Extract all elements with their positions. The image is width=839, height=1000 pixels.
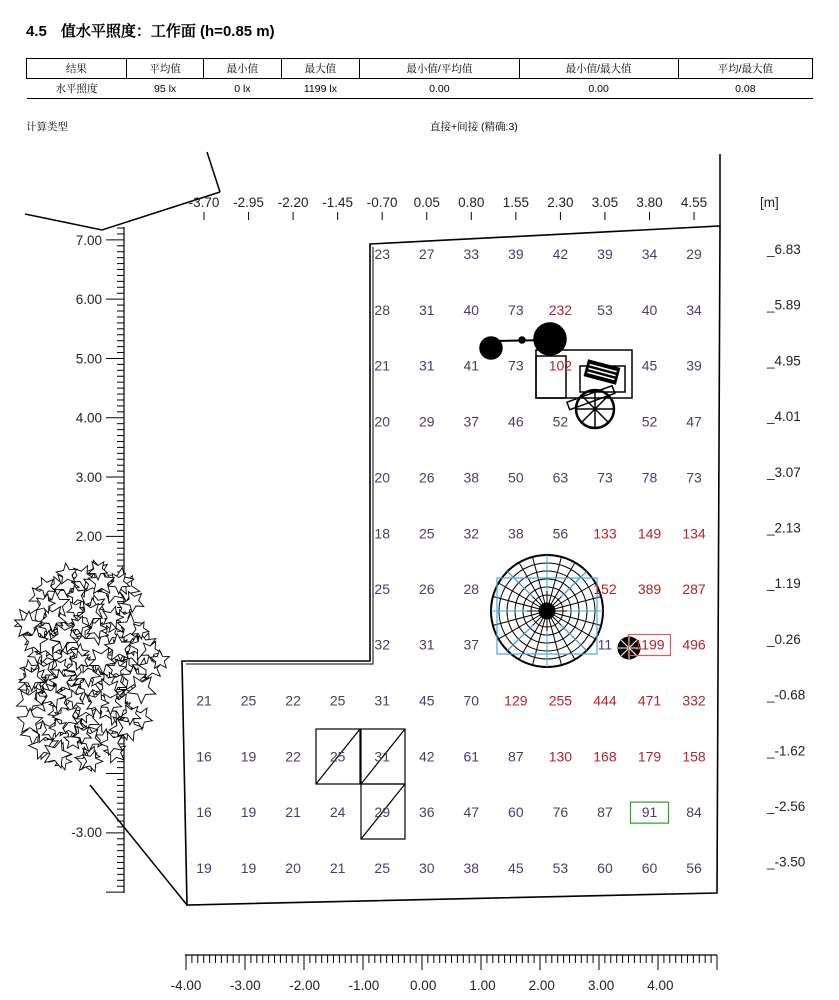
illuminance-value: 129	[504, 692, 528, 709]
illuminance-value: 29	[374, 804, 390, 821]
cell-avg-max: 0.08	[678, 79, 812, 99]
illuminance-value: 76	[552, 804, 569, 821]
illuminance-value: 20	[374, 413, 390, 430]
illuminance-value: 37	[463, 413, 480, 430]
illuminance-value: 28	[463, 581, 480, 598]
illuminance-value: 41	[463, 357, 480, 374]
right-axis-tick-label: _3.07	[767, 464, 801, 480]
right-axis-tick-label: _-0.68	[767, 687, 806, 703]
illuminance-value: 16	[196, 748, 212, 765]
illuminance-values	[196, 246, 706, 876]
bottom-axis-tick-label: 4.00	[647, 978, 674, 993]
illuminance-value: 25	[329, 748, 346, 765]
bottom-axis-tick-label: 2.00	[528, 978, 555, 993]
illuminance-value: 19	[240, 804, 257, 821]
illuminance-value: 30	[418, 860, 435, 876]
illuminance-value: 134	[682, 525, 706, 542]
illuminance-value: 21	[196, 692, 212, 709]
illuminance-value: 31	[418, 357, 435, 374]
illuminance-value: 47	[463, 804, 480, 821]
bottom-axis-tick-label: -4.00	[170, 978, 202, 993]
illuminance-value: 168	[593, 748, 617, 765]
bottom-axis-tick-label: 3.00	[587, 978, 615, 993]
col-header-avg-max: 平均/最大值	[678, 59, 812, 79]
illuminance-value: 73	[597, 469, 613, 486]
illuminance-value: 39	[597, 246, 613, 262]
col-header-result: 结果	[27, 59, 127, 79]
right-axis-tick-label: _2.13	[767, 520, 801, 536]
illuminance-value: 52	[552, 413, 569, 430]
illuminance-value: 42	[552, 246, 569, 262]
tree-icon	[15, 560, 170, 772]
illuminance-value: 60	[597, 860, 613, 876]
top-axis-tick-label: -0.70	[366, 195, 398, 210]
illuminance-value: 102	[548, 357, 573, 374]
illuminance-value: 471	[637, 692, 662, 709]
illuminance-value: 20	[374, 469, 390, 486]
calculation-type-value: 直接+间接 (精确:3)	[430, 121, 518, 133]
chair-table-icon	[480, 323, 632, 428]
illuminance-value: 130	[548, 748, 573, 765]
illuminance-value: 133	[593, 525, 617, 542]
cell-result: 水平照度	[27, 79, 127, 99]
illuminance-value: 91	[641, 804, 658, 821]
illuminance-value: 53	[552, 860, 569, 876]
illuminance-value: 444	[593, 692, 617, 709]
slope-wall	[90, 785, 187, 905]
illuminance-value: 73	[508, 301, 524, 318]
top-axis-tick-label: -3.70	[188, 195, 220, 210]
illuminance-value: 56	[686, 860, 702, 876]
illuminance-value: 21	[329, 860, 346, 876]
illuminance-value: 60	[641, 860, 658, 876]
illuminance-value: 39	[508, 246, 524, 262]
left-axis-tick-label: 3.00	[75, 469, 102, 485]
illuminance-value: 31	[418, 301, 435, 318]
illuminance-value: 19	[240, 860, 257, 876]
illuminance-value: 31	[418, 636, 435, 653]
right-axis-tick-label: _-1.62	[767, 743, 806, 759]
illuminance-value: 28	[374, 301, 390, 318]
illuminance-value: 84	[686, 804, 702, 821]
left-axis-tick-label: 5.00	[75, 351, 102, 367]
illuminance-value: 50	[508, 469, 524, 486]
illuminance-value: 22	[285, 748, 301, 765]
illuminance-value: 70	[463, 692, 480, 709]
illuminance-value: 32	[374, 636, 390, 653]
bottom-axis-tick-label: 0.00	[410, 978, 437, 993]
right-axis-tick-label: _4.95	[767, 353, 801, 369]
illuminance-value: 42	[418, 748, 435, 765]
room-outline-inner	[186, 247, 373, 664]
umbrella-icon	[491, 555, 603, 667]
illuminance-value: 16	[196, 804, 212, 821]
illuminance-value: 26	[418, 469, 435, 486]
illuminance-value: 18	[374, 525, 390, 542]
illuminance-value: 20	[285, 860, 301, 876]
illuminance-value: 87	[597, 804, 613, 821]
right-axis-tick-label: _-3.50	[767, 854, 806, 870]
left-axis-tick-label: -3.00	[71, 825, 102, 840]
illuminance-value: 31	[374, 692, 390, 709]
cell-average: 95 lx	[126, 79, 203, 99]
illuminance-value: 34	[686, 301, 702, 318]
illuminance-value: 389	[637, 581, 662, 598]
right-axis-tick-label: _4.01	[767, 409, 801, 425]
illuminance-value: 152	[593, 581, 617, 598]
col-header-min: 最小值	[204, 59, 281, 79]
illuminance-value: 29	[418, 413, 435, 430]
illuminance-value: 32	[463, 525, 480, 542]
top-axis-tick-label: 3.80	[636, 195, 663, 210]
cell-min: 0 lx	[204, 79, 281, 99]
bottom-axis-tick-label: -2.00	[289, 978, 320, 993]
illuminance-value: 39	[686, 357, 702, 374]
bottom-axis-tick-label: -3.00	[229, 978, 261, 993]
illuminance-value: 36	[418, 804, 435, 821]
section-title-text: 值水平照度：工作面 (h=0.85 m)	[60, 23, 275, 40]
top-axis-tick-label: -2.20	[277, 195, 309, 210]
illuminance-value: 38	[463, 860, 480, 876]
illuminance-value: 40	[463, 301, 480, 318]
illuminance-value: 29	[686, 246, 702, 262]
top-axis-tick-label: 0.80	[458, 195, 485, 210]
illuminance-value: 73	[508, 357, 524, 374]
bench-icon	[316, 729, 405, 839]
col-header-average: 平均值	[126, 59, 203, 79]
illuminance-value: 179	[637, 748, 662, 765]
illuminance-value: 60	[508, 804, 524, 821]
illuminance-value: 87	[508, 748, 524, 765]
left-axis-tick-label: 2.00	[75, 529, 102, 544]
illuminance-value: 33	[463, 246, 480, 262]
illuminance-value: 38	[508, 525, 524, 542]
illuminance-value: 63	[552, 469, 569, 486]
illuminance-value: 31	[374, 748, 390, 765]
illuminance-value: 24	[329, 804, 346, 821]
illuminance-value: 25	[418, 525, 435, 542]
illuminance-value: 21	[285, 804, 301, 821]
right-axis-tick-label: _1.19	[767, 576, 801, 592]
top-axis-tick-label: 3.05	[591, 195, 619, 210]
illuminance-value: 25	[374, 581, 390, 598]
illuminance-value: 56	[552, 525, 569, 542]
illuminance-value: 158	[682, 748, 706, 765]
cell-min-avg: 0.00	[360, 79, 519, 99]
top-axis-tick-label: 4.55	[680, 195, 708, 210]
illuminance-value: 149	[637, 525, 662, 542]
col-header-max: 最大值	[281, 59, 360, 79]
illuminance-value: 27	[418, 246, 435, 262]
illuminance-value: 21	[374, 357, 390, 374]
right-axis-tick-label: _-2.56	[767, 799, 806, 814]
illuminance-value: 46	[508, 413, 524, 430]
top-axis-unit: [m]	[760, 195, 779, 210]
illuminance-value: 19	[196, 860, 212, 876]
illuminance-value: 332	[682, 692, 706, 709]
illuminance-value: 287	[682, 581, 706, 598]
illuminance-value: 52	[641, 413, 658, 430]
illuminance-value: 78	[641, 469, 658, 486]
right-axis-tick-label: _0.26	[767, 631, 801, 647]
illuminance-value: 38	[463, 469, 480, 486]
illuminance-value: 47	[686, 413, 702, 430]
illuminance-value: 34	[641, 246, 658, 262]
calculation-type-label: 计算类型	[26, 121, 68, 133]
bottom-axis-tick-label: 1.00	[469, 978, 496, 993]
illuminance-value: 11	[597, 636, 613, 653]
illuminance-value: 45	[508, 860, 524, 876]
bottom-ruler	[171, 955, 717, 993]
top-axis	[189, 195, 708, 220]
top-axis-tick-label: 1.55	[502, 195, 529, 210]
illuminance-value: 1199	[634, 636, 665, 653]
col-header-min-max: 最小值/最大值	[519, 59, 678, 79]
bottom-axis-tick-label: -1.00	[348, 978, 380, 993]
left-axis-tick-label: 4.00	[75, 410, 102, 426]
illuminance-value: 45	[418, 692, 435, 709]
illuminance-value: 496	[682, 636, 706, 653]
illuminance-value: 53	[597, 301, 613, 318]
illuminance-value: 26	[418, 581, 435, 598]
illuminance-value: 61	[463, 748, 480, 765]
illuminance-value: 25	[329, 692, 346, 709]
illuminance-value: 25	[374, 860, 390, 876]
illuminance-value: 37	[463, 636, 480, 653]
illuminance-value: 40	[641, 301, 658, 318]
left-axis-tick-label: 6.00	[75, 292, 102, 308]
illuminance-value: 255	[548, 692, 573, 709]
top-axis-tick-label: -2.95	[233, 195, 264, 210]
left-ruler	[71, 227, 124, 893]
illuminance-value: 232	[548, 301, 573, 318]
top-axis-tick-label: 2.30	[547, 195, 574, 210]
right-axis-tick-label: _6.83	[767, 242, 801, 257]
illuminance-value: 25	[240, 692, 257, 709]
right-axis-tick-label: _5.89	[767, 297, 801, 313]
illuminance-value: 45	[641, 357, 658, 374]
top-axis-tick-label: 0.05	[413, 195, 440, 210]
section-number: 4.5	[26, 23, 47, 40]
illuminance-value: 73	[686, 469, 702, 486]
cell-min-max: 0.00	[519, 79, 678, 99]
illuminance-value: 22	[285, 692, 301, 709]
room-outline	[182, 226, 720, 905]
illuminance-value: 23	[374, 246, 390, 262]
illuminance-value: 19	[240, 748, 257, 765]
right-axis	[766, 242, 805, 870]
left-axis-tick-label: 7.00	[75, 233, 102, 248]
top-axis-tick-label: -1.45	[322, 195, 354, 210]
wall-lines	[25, 152, 720, 230]
col-header-min-avg: 最小值/平均值	[360, 59, 519, 79]
cell-max: 1199 lx	[281, 79, 360, 99]
